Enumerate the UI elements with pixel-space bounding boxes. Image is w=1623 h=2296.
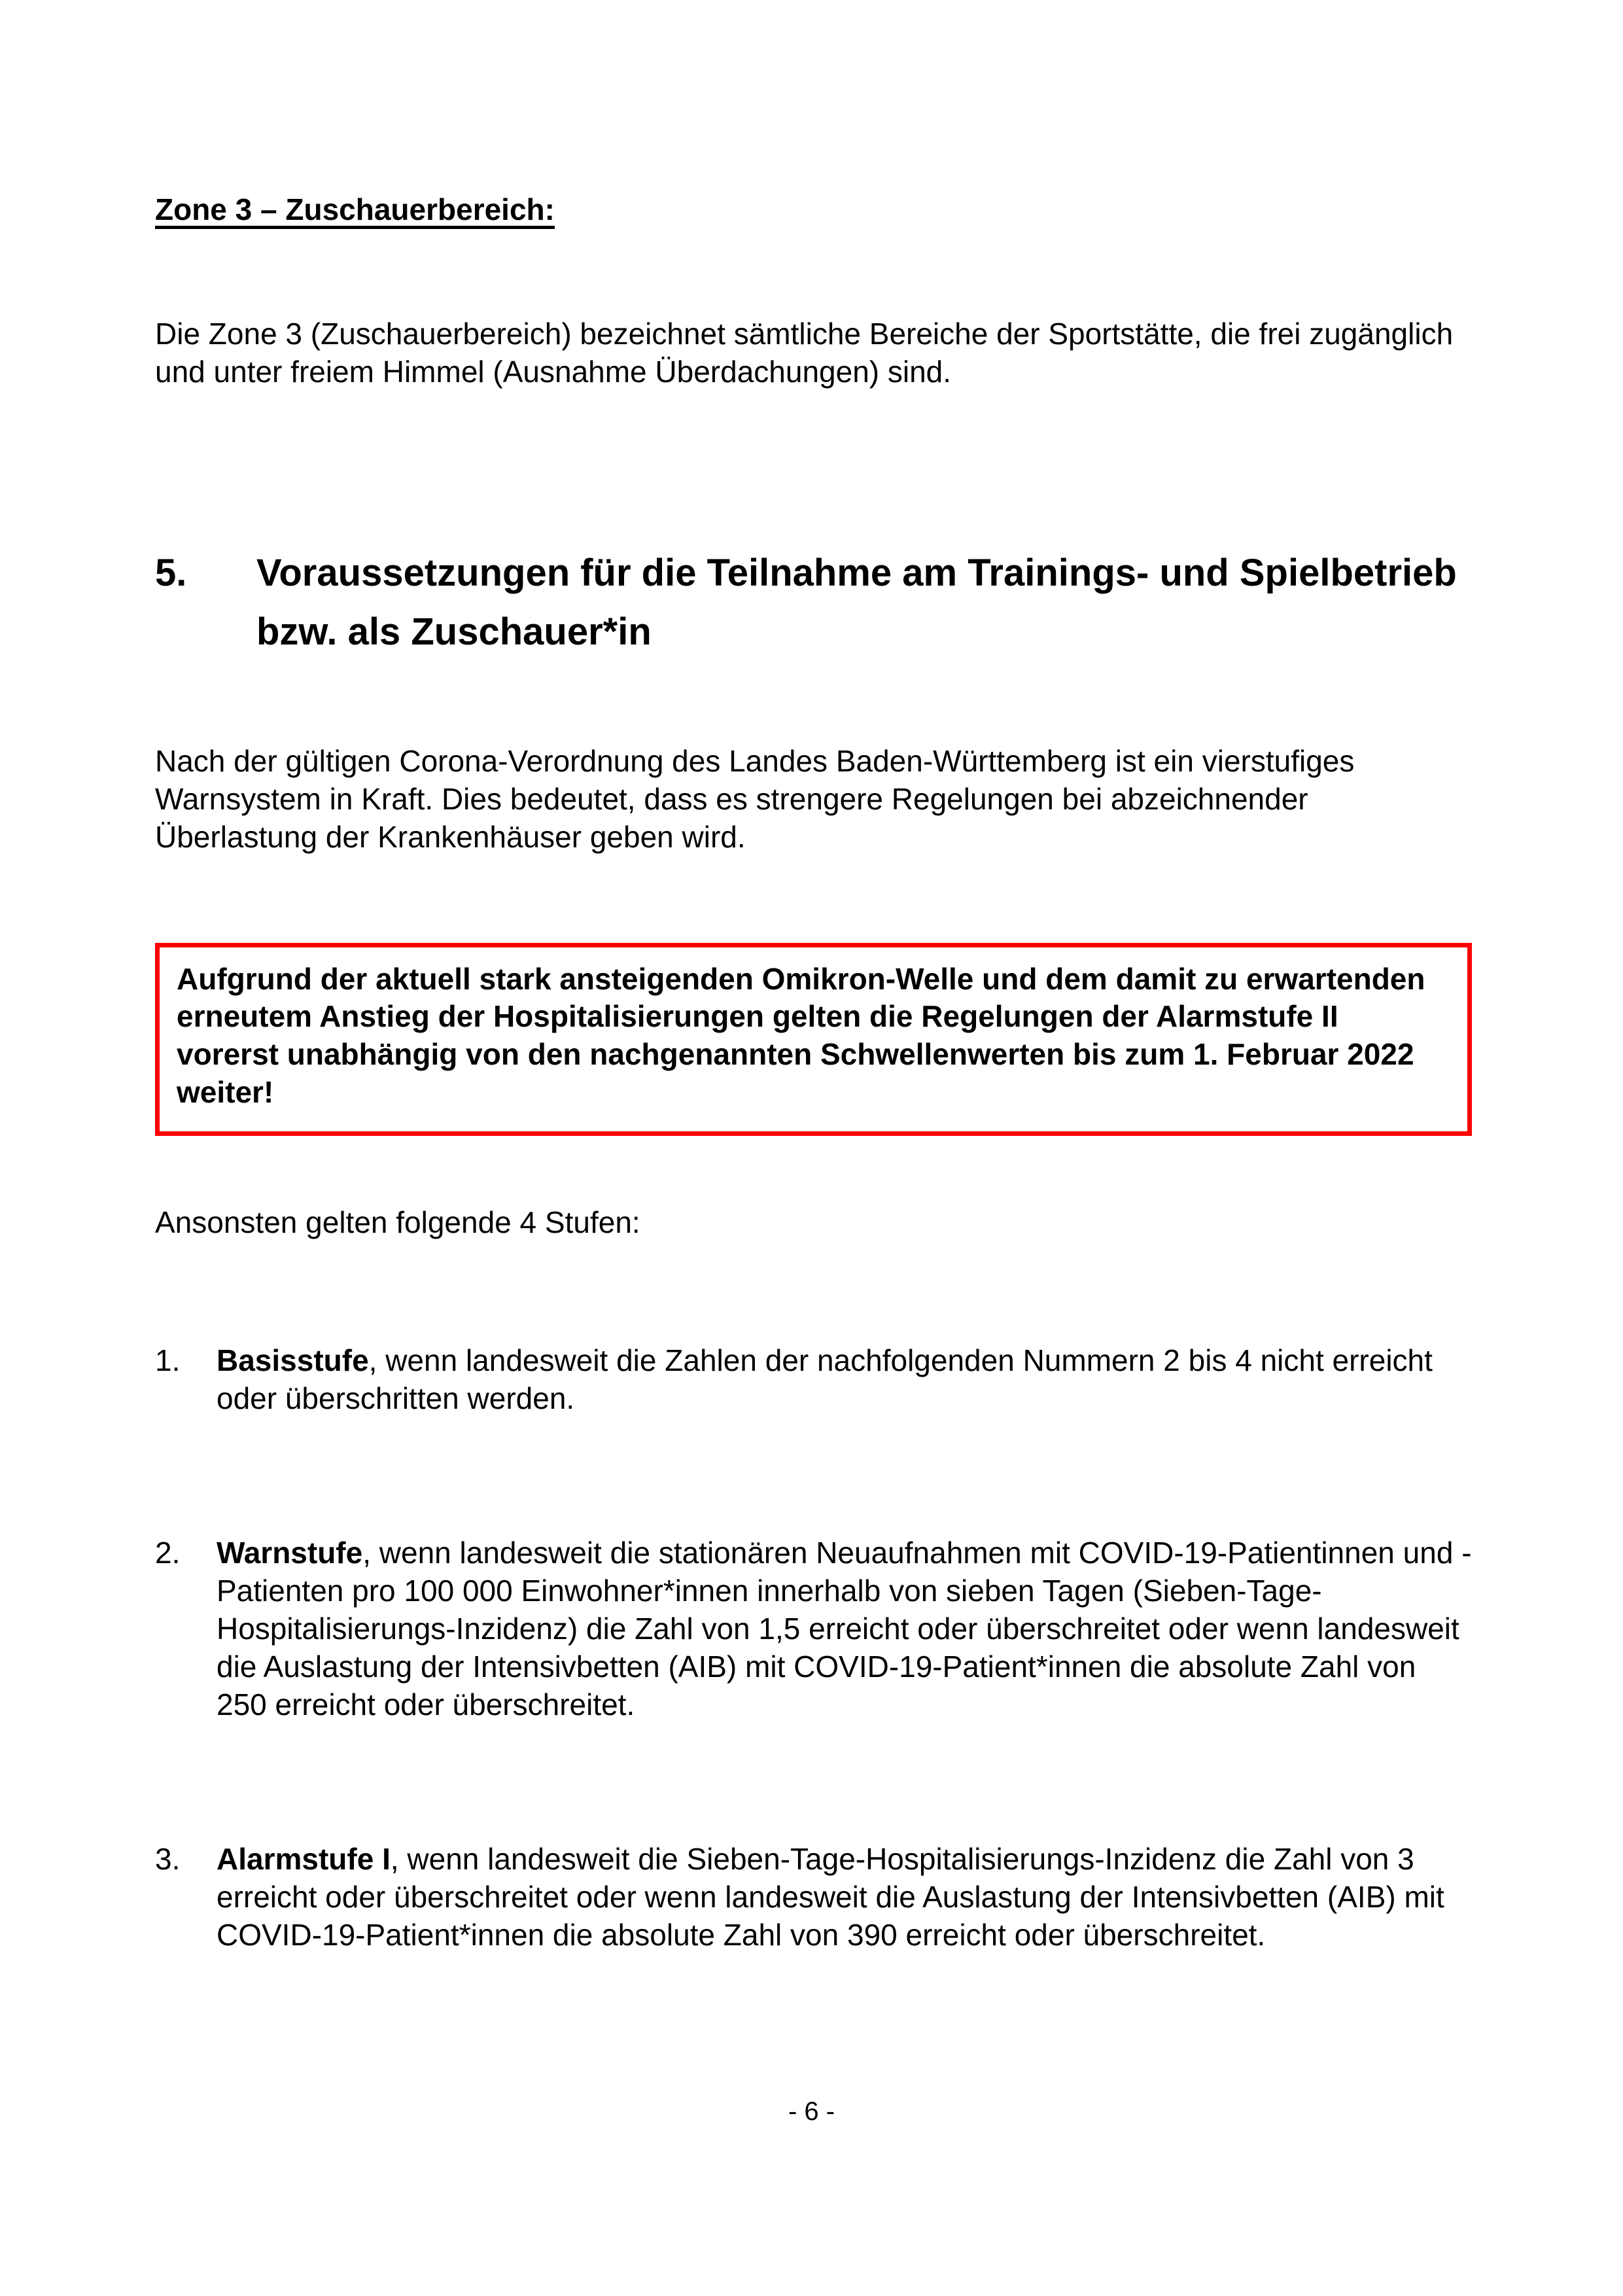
zone3-paragraph: Die Zone 3 (Zuschauerbereich) bezeichnet sämtliche Bereiche der Sportstätte, die frei zugänglich und unter freiem Himmel (Ausnahme Überdachungen) sind. [155,316,1454,389]
list-item-term: Warnstufe [217,1536,363,1570]
list-item-term: Basisstufe [217,1343,369,1378]
list-item-body: , wenn landesweit die Sieben-Tage-Hospitalisierungs-Inzidenz die Zahl von 3 erreicht oder überschreitet oder wenn landesweit die Auslastung der Intensivbetten (AIB) mit COVID-19-Patient*innen die absolute Zahl von 390 erreicht oder überschreitet. [217,1841,1444,1952]
section-number: 5. [155,551,187,594]
list-item [155,1534,1472,1724]
page-number: - 6 - [788,2097,835,2126]
list-item-term: Alarmstufe I [217,1841,391,1876]
list-item [155,1342,1472,1418]
list-item-text [217,1534,1472,1724]
zone3-heading: Zone 3 – Zuschauerbereich: [155,192,555,226]
section-title: Voraussetzungen für die Teilnahme am Trainings- und Spielbetrieb bzw. als Zuschauer*in [256,551,1457,653]
list-item-body: , wenn landesweit die Zahlen der nachfolgenden Nummern 2 bis 4 nicht erreicht oder überschritten werden. [217,1343,1433,1416]
list-item-number: 1. [155,1343,181,1378]
list-item [155,1841,1472,1954]
alert-box-text: Aufgrund der aktuell stark ansteigenden Omikron-Welle und dem damit zu erwartenden erneutem Anstieg der Hospitalisierungen gelten die Regelungen der Alarmstufe II vorerst unabhängig von den nachgenannten Schwellenwerten bis zum 1. Februar 2022 weiter! [177,961,1425,1110]
list-item-text [217,1841,1472,1954]
alert-box [155,943,1472,1137]
warnsystem-paragraph: Nach der gültigen Corona-Verordnung des Landes Baden-Württemberg ist ein vierstufiges Warnsystem in Kraft. Dies bedeutet, dass es strengere Regelungen bei abzeichnender Überlastung der Krankenhäuser geben wird. [155,743,1355,854]
list-item-body: , wenn landesweit die stationären Neuaufnahmen mit COVID-19-Patientinnen und -Patienten pro 100 000 Einwohner*innen innerhalb von sieben Tagen (Sieben-Tage-Hospitalisierungs-Inzidenz) die Zahl von 1,5 erreicht oder überschreitet oder wenn landesweit die Auslastung der Intensivbetten (AIB) mit COVID-19-Patient*innen die absolute Zahl von 250 erreicht oder überschreitet. [217,1536,1472,1722]
list-item-number: 2. [155,1536,181,1570]
list-item-number: 3. [155,1841,181,1876]
stufen-intro: Ansonsten gelten folgende 4 Stufen: [155,1205,640,1240]
stufen-list [155,1342,1472,1954]
list-item-text [217,1342,1472,1418]
section-5-heading [155,544,1472,662]
